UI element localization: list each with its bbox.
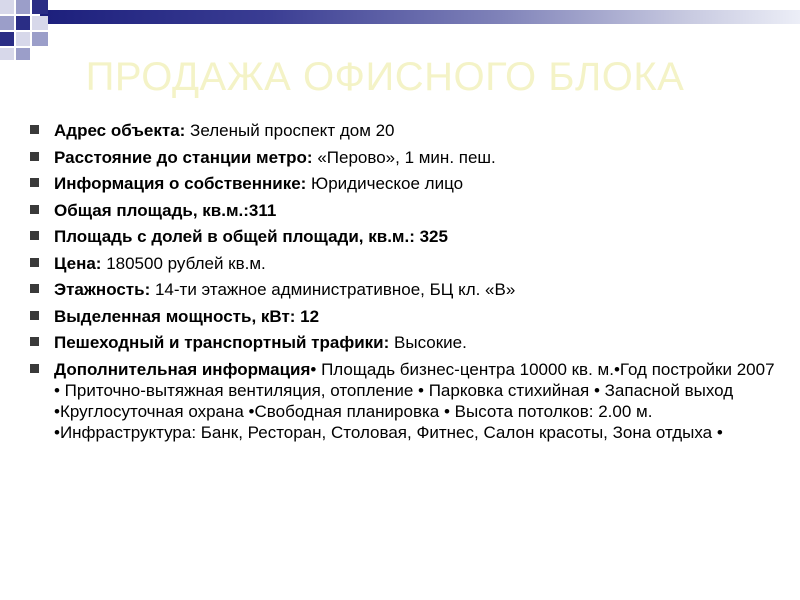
list-item	[30, 332, 775, 353]
list-item	[30, 253, 775, 274]
list-item	[30, 306, 775, 327]
item-value: 180500 рублей кв.м.	[101, 253, 266, 273]
item-label: Расстояние до станции метро:	[54, 147, 313, 167]
item-label: Выделенная мощность, кВт: 12	[54, 306, 320, 326]
decor-square	[32, 32, 48, 46]
list-item	[30, 226, 775, 247]
decor-square	[32, 0, 48, 14]
list-item	[30, 120, 775, 141]
slide-title: ПРОДАЖА ОФИСНОГО БЛОКА	[85, 55, 685, 99]
list-item	[30, 359, 775, 443]
decor-square	[0, 32, 14, 46]
list-item	[30, 279, 775, 300]
item-value: Юридическое лицо	[306, 174, 464, 193]
item-value: 14-ти этажное административное, БЦ кл. «В»	[150, 280, 516, 299]
square-bullet-icon	[30, 125, 39, 134]
item-label: Площадь с долей в общей площади, кв.м.: 325	[54, 227, 448, 246]
item-label: Цена:	[54, 253, 102, 273]
square-bullet-icon	[30, 178, 39, 187]
item-value: «Перово», 1 мин. пеш.	[312, 147, 496, 167]
decor-square	[0, 0, 14, 14]
square-bullet-icon	[30, 205, 39, 214]
item-value: • Площадь бизнес-центра 10000 кв. м.•Год постройки 2007 • Приточно-вытяжная вентиляция, отопление • Парковка стихийная • Запасной выход •Круглосуточная охрана •Свободная планировка • Высота потолков: 2.00 м. •Инфраструктура: Банк, Ресторан, Столовая, Фитнес, Салон красоты, Зона отдыха •	[54, 359, 775, 442]
decor-square	[0, 16, 14, 30]
decor-square	[32, 16, 48, 30]
decor-square	[16, 0, 30, 14]
square-bullet-icon	[30, 152, 39, 161]
item-value: Зеленый проспект дом 20	[185, 121, 395, 140]
square-bullet-icon	[30, 364, 39, 373]
header-gradient-band	[40, 10, 800, 24]
square-bullet-icon	[30, 284, 39, 293]
item-value: Высокие.	[389, 333, 467, 352]
item-label: Этажность:	[54, 280, 151, 299]
decor-square	[16, 16, 30, 30]
square-bullet-icon	[30, 231, 39, 240]
square-bullet-icon	[30, 311, 39, 320]
item-label: Информация о собственнике:	[54, 174, 307, 193]
square-bullet-icon	[30, 337, 39, 346]
item-label: Адрес объекта:	[54, 121, 186, 140]
item-label: Общая площадь, кв.м.:311	[54, 200, 277, 220]
list-item	[30, 200, 775, 221]
list-item	[30, 147, 775, 168]
item-label: Дополнительная информация	[54, 359, 311, 379]
item-label: Пешеходный и транспортный трафики:	[54, 333, 390, 352]
list-item	[30, 173, 775, 194]
square-bullet-icon	[30, 258, 39, 267]
decor-square	[16, 32, 30, 46]
property-details-list	[30, 120, 775, 448]
